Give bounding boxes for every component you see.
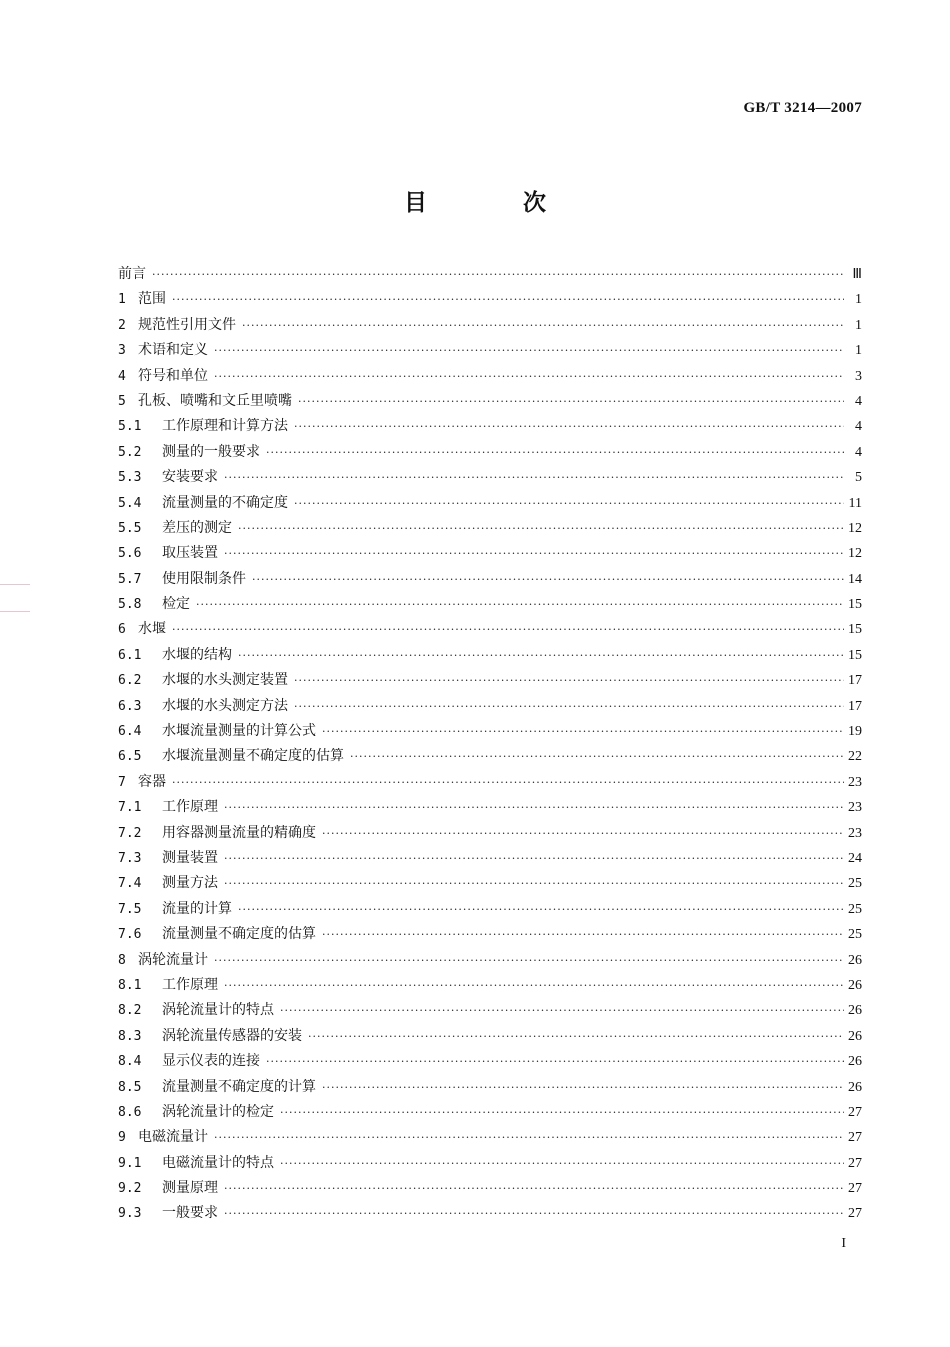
toc-leader-dots xyxy=(294,420,844,433)
toc-entry[interactable] xyxy=(118,1177,862,1202)
toc-entry-page: 23 xyxy=(848,800,862,816)
toc-entry-title: 测量的一般要求 xyxy=(162,443,260,460)
toc-entry-title: 水堰的结构 xyxy=(162,646,232,663)
toc-entry-page: 1 xyxy=(855,343,862,359)
page-number: I xyxy=(841,1236,846,1251)
toc-entry-page: 27 xyxy=(848,1155,862,1171)
toc-entry[interactable] xyxy=(118,441,862,466)
toc-leader-dots xyxy=(224,801,844,814)
toc-entry-number: 6 xyxy=(118,622,126,638)
toc-entry-page: 3 xyxy=(855,368,862,384)
toc-entry-page: 23 xyxy=(848,825,862,841)
toc-leader-dots xyxy=(266,446,844,459)
toc-leader-dots xyxy=(238,649,844,662)
toc-entry-title: 前言 xyxy=(118,266,146,282)
toc-entry-page: 12 xyxy=(848,546,862,562)
toc-entry-title: 工作原理 xyxy=(162,976,218,993)
toc-entry-page: 27 xyxy=(848,1130,862,1146)
toc-leader-dots xyxy=(152,268,844,281)
toc-leader-dots xyxy=(280,1004,844,1017)
toc-entry-page: 1 xyxy=(855,317,862,333)
toc-leader-dots xyxy=(322,725,844,738)
toc-entry-page: 11 xyxy=(848,495,862,511)
toc-leader-dots xyxy=(322,827,844,840)
toc-leader-dots xyxy=(224,1182,844,1195)
toc-entry[interactable] xyxy=(118,644,862,669)
margin-mark xyxy=(0,584,30,585)
toc-entry-title: 流量测量的不确定度 xyxy=(162,494,288,511)
toc-entry[interactable] xyxy=(118,847,862,872)
toc-entry-number: 6.3 xyxy=(118,698,142,714)
toc-entry-title: 电磁流量计的特点 xyxy=(162,1154,274,1171)
toc-entry-number: 7.2 xyxy=(118,825,142,841)
toc-entry-title: 安装要求 xyxy=(162,469,218,486)
toc-entry-number: 2 xyxy=(118,317,126,333)
toc-entry-number: 6.5 xyxy=(118,749,142,765)
toc-entry-number: 5.4 xyxy=(118,495,142,511)
toc-entry-number: 6.1 xyxy=(118,647,142,663)
toc-entry-title: 涡轮流量计的特点 xyxy=(162,1002,274,1019)
toc-entry-number: 9.1 xyxy=(118,1155,142,1171)
toc-entry-page: 26 xyxy=(848,977,862,993)
toc-entry[interactable] xyxy=(118,745,862,770)
toc-entry[interactable] xyxy=(118,822,862,847)
toc-entry-page: 26 xyxy=(848,952,862,968)
toc-entry-number: 7.5 xyxy=(118,901,142,917)
toc-entry-title: 水堰的水头测定装置 xyxy=(162,672,288,689)
toc-entry[interactable] xyxy=(118,365,862,390)
toc-entry-page: 26 xyxy=(848,1079,862,1095)
toc-entry-title: 流量测量不确定度的估算 xyxy=(162,926,316,943)
toc-entry-page: 4 xyxy=(855,419,862,435)
toc-entry-title: 电磁流量计 xyxy=(138,1129,208,1146)
toc-leader-dots xyxy=(214,1131,844,1144)
toc-entry[interactable] xyxy=(118,720,862,745)
toc-leader-dots xyxy=(266,1055,844,1068)
toc-leader-dots xyxy=(294,700,844,713)
toc-entry-number: 8.1 xyxy=(118,977,142,993)
toc-entry-title: 流量测量不确定度的计算 xyxy=(162,1078,316,1095)
toc-entry-title: 涡轮流量计的检定 xyxy=(162,1103,274,1120)
toc-entry-page: 4 xyxy=(855,444,862,460)
standard-code: GB/T 3214—2007 xyxy=(743,100,862,116)
toc-entry[interactable] xyxy=(118,872,862,897)
toc-entry-number: 8.3 xyxy=(118,1028,142,1044)
toc-entry-title: 符号和单位 xyxy=(138,367,208,384)
toc-leader-dots xyxy=(224,1207,844,1220)
toc-leader-dots xyxy=(322,928,844,941)
toc-leader-dots xyxy=(214,370,844,383)
margin-mark xyxy=(0,611,30,612)
toc-entry-title: 术语和定义 xyxy=(138,342,208,359)
toc-entry-title: 水堰流量测量的计算公式 xyxy=(162,723,316,740)
toc-entry-page: 5 xyxy=(855,470,862,486)
toc-leader-dots xyxy=(350,750,844,763)
toc-leader-dots xyxy=(294,674,844,687)
toc-entry-number: 6.2 xyxy=(118,673,142,689)
toc-entry-title: 一般要求 xyxy=(162,1205,218,1222)
toc-entry-title: 取压装置 xyxy=(162,545,218,562)
toc-entry[interactable] xyxy=(118,492,862,517)
toc-entry-number: 4 xyxy=(118,368,126,384)
toc-entry-title: 容器 xyxy=(138,773,166,790)
toc-entry[interactable] xyxy=(118,1101,862,1126)
toc-entry[interactable] xyxy=(118,923,862,948)
toc-entry[interactable] xyxy=(118,618,862,643)
toc-entry-page: 15 xyxy=(848,622,862,638)
toc-leader-dots xyxy=(224,877,844,890)
toc-entry-title: 测量方法 xyxy=(162,875,218,892)
toc-leader-dots xyxy=(308,1030,844,1043)
toc-entry-title: 差压的测定 xyxy=(162,519,232,536)
toc-entry[interactable] xyxy=(118,517,862,542)
toc-entry-number: 5.7 xyxy=(118,571,142,587)
toc-entry-title: 测量装置 xyxy=(162,849,218,866)
toc-entry-page: 24 xyxy=(848,850,862,866)
toc-entry-number: 8.5 xyxy=(118,1079,142,1095)
toc-entry[interactable] xyxy=(118,263,862,288)
toc-entry-title: 涡轮流量传感器的安装 xyxy=(162,1027,302,1044)
toc-leader-dots xyxy=(224,471,844,484)
toc-entry[interactable] xyxy=(118,339,862,364)
toc-entry-number: 6.4 xyxy=(118,724,142,740)
toc-entry[interactable] xyxy=(118,1025,862,1050)
toc-entry-number: 8 xyxy=(118,952,126,968)
toc-leader-dots xyxy=(172,776,844,789)
toc-entry[interactable] xyxy=(118,771,862,796)
toc-entry[interactable] xyxy=(118,974,862,999)
toc-entry-title: 显示仪表的连接 xyxy=(162,1053,260,1070)
toc-entry-title: 工作原理 xyxy=(162,799,218,816)
toc-entry-page: 12 xyxy=(848,520,862,536)
toc-leader-dots xyxy=(172,293,844,306)
toc-entry-number: 5.6 xyxy=(118,546,142,562)
toc-entry-page: 26 xyxy=(848,1054,862,1070)
toc-entry-number: 1 xyxy=(118,292,126,308)
toc-entry-page: 15 xyxy=(848,597,862,613)
page-title: 目 次 xyxy=(403,189,590,216)
toc-entry-title: 测量原理 xyxy=(162,1180,218,1197)
toc-entry[interactable] xyxy=(118,1050,862,1075)
toc-leader-dots xyxy=(196,598,844,611)
toc-entry-page: 25 xyxy=(848,876,862,892)
toc-entry[interactable] xyxy=(118,568,862,593)
toc-entry-page: 1 xyxy=(855,292,862,308)
toc-leader-dots xyxy=(224,979,844,992)
toc-entry-page: 25 xyxy=(848,927,862,943)
toc-entry-page: 26 xyxy=(848,1028,862,1044)
toc-entry[interactable] xyxy=(118,695,862,720)
toc-entry-title: 孔板、喷嘴和文丘里喷嘴 xyxy=(138,392,292,409)
toc-leader-dots xyxy=(224,547,844,560)
toc-entry-page: 27 xyxy=(848,1206,862,1222)
toc-entry-page: 4 xyxy=(855,393,862,409)
toc-entry[interactable] xyxy=(118,314,862,339)
toc-entry-title: 规范性引用文件 xyxy=(138,316,236,333)
table-of-contents xyxy=(118,263,862,1228)
toc-entry-number: 5 xyxy=(118,393,126,409)
toc-entry[interactable] xyxy=(118,999,862,1024)
toc-entry-title: 水堰的水头测定方法 xyxy=(162,697,288,714)
toc-entry-title: 使用限制条件 xyxy=(162,570,246,587)
toc-entry-page: 26 xyxy=(848,1003,862,1019)
toc-entry[interactable] xyxy=(118,949,862,974)
toc-entry-title: 水堰 xyxy=(138,621,166,638)
toc-entry[interactable] xyxy=(118,669,862,694)
toc-entry-number: 5.5 xyxy=(118,520,142,536)
toc-entry[interactable] xyxy=(118,1202,862,1227)
toc-entry-title: 涡轮流量计 xyxy=(138,951,208,968)
toc-leader-dots xyxy=(224,852,844,865)
toc-entry[interactable] xyxy=(118,415,862,440)
toc-entry[interactable] xyxy=(118,288,862,313)
toc-entry-page: 17 xyxy=(848,698,862,714)
toc-entry-title: 水堰流量测量不确定度的估算 xyxy=(162,748,344,765)
toc-leader-dots xyxy=(280,1106,844,1119)
toc-entry-number: 8.2 xyxy=(118,1003,142,1019)
toc-entry-page: 22 xyxy=(848,749,862,765)
toc-leader-dots xyxy=(238,903,844,916)
toc-entry-number: 5.2 xyxy=(118,444,142,460)
toc-entry-number: 9.2 xyxy=(118,1181,142,1197)
toc-leader-dots xyxy=(214,954,844,967)
toc-entry[interactable] xyxy=(118,593,862,618)
toc-entry-page: 15 xyxy=(848,647,862,663)
toc-entry-number: 7.6 xyxy=(118,927,142,943)
toc-entry[interactable] xyxy=(118,796,862,821)
toc-leader-dots xyxy=(238,522,844,535)
toc-leader-dots xyxy=(322,1081,844,1094)
toc-entry-title: 流量的计算 xyxy=(162,900,232,917)
toc-leader-dots xyxy=(242,319,844,332)
toc-entry-number: 9.3 xyxy=(118,1206,142,1222)
toc-leader-dots xyxy=(294,497,844,510)
toc-entry-page: 27 xyxy=(848,1181,862,1197)
toc-entry[interactable] xyxy=(118,466,862,491)
toc-entry-page: 17 xyxy=(848,673,862,689)
toc-entry[interactable] xyxy=(118,390,862,415)
toc-entry-number: 8.4 xyxy=(118,1054,142,1070)
toc-leader-dots xyxy=(214,344,844,357)
toc-entry-number: 8.6 xyxy=(118,1104,142,1120)
toc-entry-title: 工作原理和计算方法 xyxy=(162,418,288,435)
toc-leader-dots xyxy=(298,395,844,408)
toc-entry-page: 23 xyxy=(848,774,862,790)
toc-entry-number: 7.3 xyxy=(118,850,142,866)
toc-entry[interactable] xyxy=(118,1152,862,1177)
toc-entry-number: 5.3 xyxy=(118,470,142,486)
toc-entry-number: 7.1 xyxy=(118,800,142,816)
toc-entry-page: 27 xyxy=(848,1104,862,1120)
toc-entry-number: 5.1 xyxy=(118,419,142,435)
toc-entry-title: 用容器测量流量的精确度 xyxy=(162,824,316,841)
toc-entry-number: 7.4 xyxy=(118,876,142,892)
toc-entry-page: 14 xyxy=(848,571,862,587)
toc-entry[interactable] xyxy=(118,898,862,923)
toc-leader-dots xyxy=(172,623,844,636)
toc-entry-title: 范围 xyxy=(138,291,166,308)
toc-entry-number: 5.8 xyxy=(118,597,142,613)
toc-entry-title: 检定 xyxy=(162,596,190,613)
toc-entry-page: 25 xyxy=(848,901,862,917)
toc-entry-number: 3 xyxy=(118,343,126,359)
toc-entry-number: 9 xyxy=(118,1130,126,1146)
toc-entry[interactable] xyxy=(118,542,862,567)
toc-entry[interactable] xyxy=(118,1076,862,1101)
toc-leader-dots xyxy=(280,1157,844,1170)
toc-entry-number: 7 xyxy=(118,774,126,790)
toc-leader-dots xyxy=(252,573,844,586)
toc-entry-page: 19 xyxy=(848,724,862,740)
toc-entry-page: Ⅲ xyxy=(852,267,862,282)
toc-entry[interactable] xyxy=(118,1126,862,1151)
